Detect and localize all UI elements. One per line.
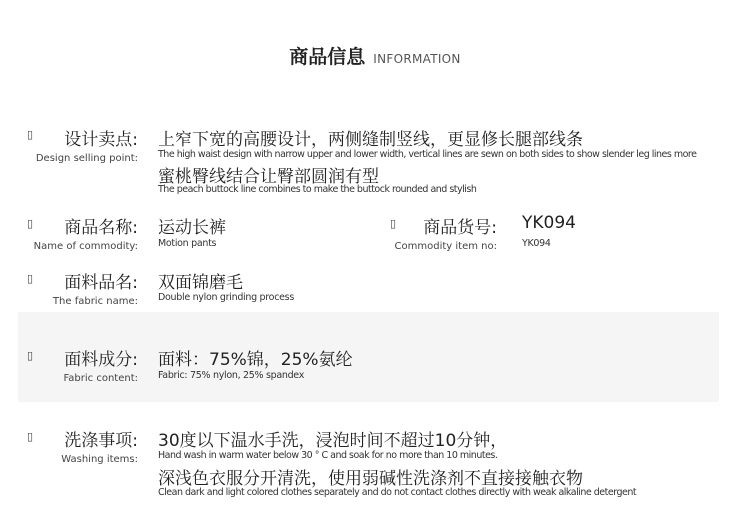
bullet-icon: ▯ bbox=[27, 272, 34, 285]
label-washing-en: Washing items: bbox=[61, 454, 138, 465]
item-no-value-en: YK094 bbox=[522, 238, 551, 249]
label-name-en: Name of commodity: bbox=[33, 241, 138, 252]
label-fabric-name bbox=[53, 268, 138, 307]
fabric-content-value-cn: 面料：75%锦，25%氨纶 bbox=[158, 350, 353, 370]
design-line2-en: The peach buttock line combines to make the buttock rounded and stylish bbox=[158, 184, 477, 195]
fabric-name-value-en: Double nylon grinding process bbox=[158, 292, 294, 303]
bullet-icon: ▯ bbox=[390, 217, 397, 230]
item-no-value-cn: YK094 bbox=[522, 213, 576, 233]
section-title bbox=[0, 42, 750, 69]
bullet-icon: ▯ bbox=[27, 430, 34, 443]
label-washing-cn: 洗涤事项: bbox=[64, 431, 138, 451]
name-value-en: Motion pants bbox=[158, 238, 217, 249]
label-item-no-en: Commodity item no: bbox=[394, 241, 497, 252]
label-fabric-content bbox=[63, 345, 138, 384]
label-washing bbox=[61, 426, 138, 465]
label-name bbox=[34, 213, 138, 252]
label-fabric-name-cn: 面料品名: bbox=[64, 273, 138, 293]
fabric-name-value-cn: 双面锦磨毛 bbox=[158, 273, 243, 293]
label-fabric-content-cn: 面料成分: bbox=[64, 350, 138, 370]
label-design-cn: 设计卖点: bbox=[64, 130, 138, 150]
design-line2-cn: 蜜桃臀线结合让臀部圆润有型 bbox=[158, 167, 379, 187]
washing-line2-cn: 深浅色衣服分开清洗，使用弱碱性洗涤剂不直接接触衣物 bbox=[158, 469, 583, 489]
bullet-icon: ▯ bbox=[27, 349, 34, 362]
fabric-content-value-en: Fabric: 75% nylon, 25% spandex bbox=[158, 370, 305, 381]
label-fabric-name-en: The fabric name: bbox=[52, 296, 138, 307]
title-en: INFORMATION bbox=[373, 52, 461, 66]
design-line1-en: The high waist design with narrow upper and lower width, vertical lines are sewn on both sides to show slender leg lines more bbox=[158, 149, 697, 160]
bullet-icon: ▯ bbox=[27, 217, 34, 230]
washing-line1-en: Hand wash in warm water below 30 ° C and soak for no more than 10 minutes. bbox=[158, 450, 498, 461]
washing-line2-en: Clean dark and light colored clothes separately and do not contact clothes directly with weak alkaline detergent bbox=[158, 487, 637, 498]
label-item-no bbox=[395, 213, 497, 252]
label-fabric-content-en: Fabric content: bbox=[63, 373, 138, 384]
label-name-cn: 商品名称: bbox=[64, 218, 138, 238]
bullet-icon: ▯ bbox=[27, 128, 34, 141]
design-line1-cn: 上窄下宽的高腰设计，两侧缝制竖线，更显修长腿部线条 bbox=[158, 130, 583, 150]
name-value-cn: 运动长裤 bbox=[158, 218, 226, 238]
title-cn: 商品信息 bbox=[289, 46, 366, 68]
label-design bbox=[36, 125, 138, 164]
label-design-en: Design selling point: bbox=[35, 153, 138, 164]
label-item-no-cn: 商品货号: bbox=[423, 218, 497, 238]
washing-line1-cn: 30度以下温水手洗，浸泡时间不超过10分钟， bbox=[158, 431, 508, 451]
